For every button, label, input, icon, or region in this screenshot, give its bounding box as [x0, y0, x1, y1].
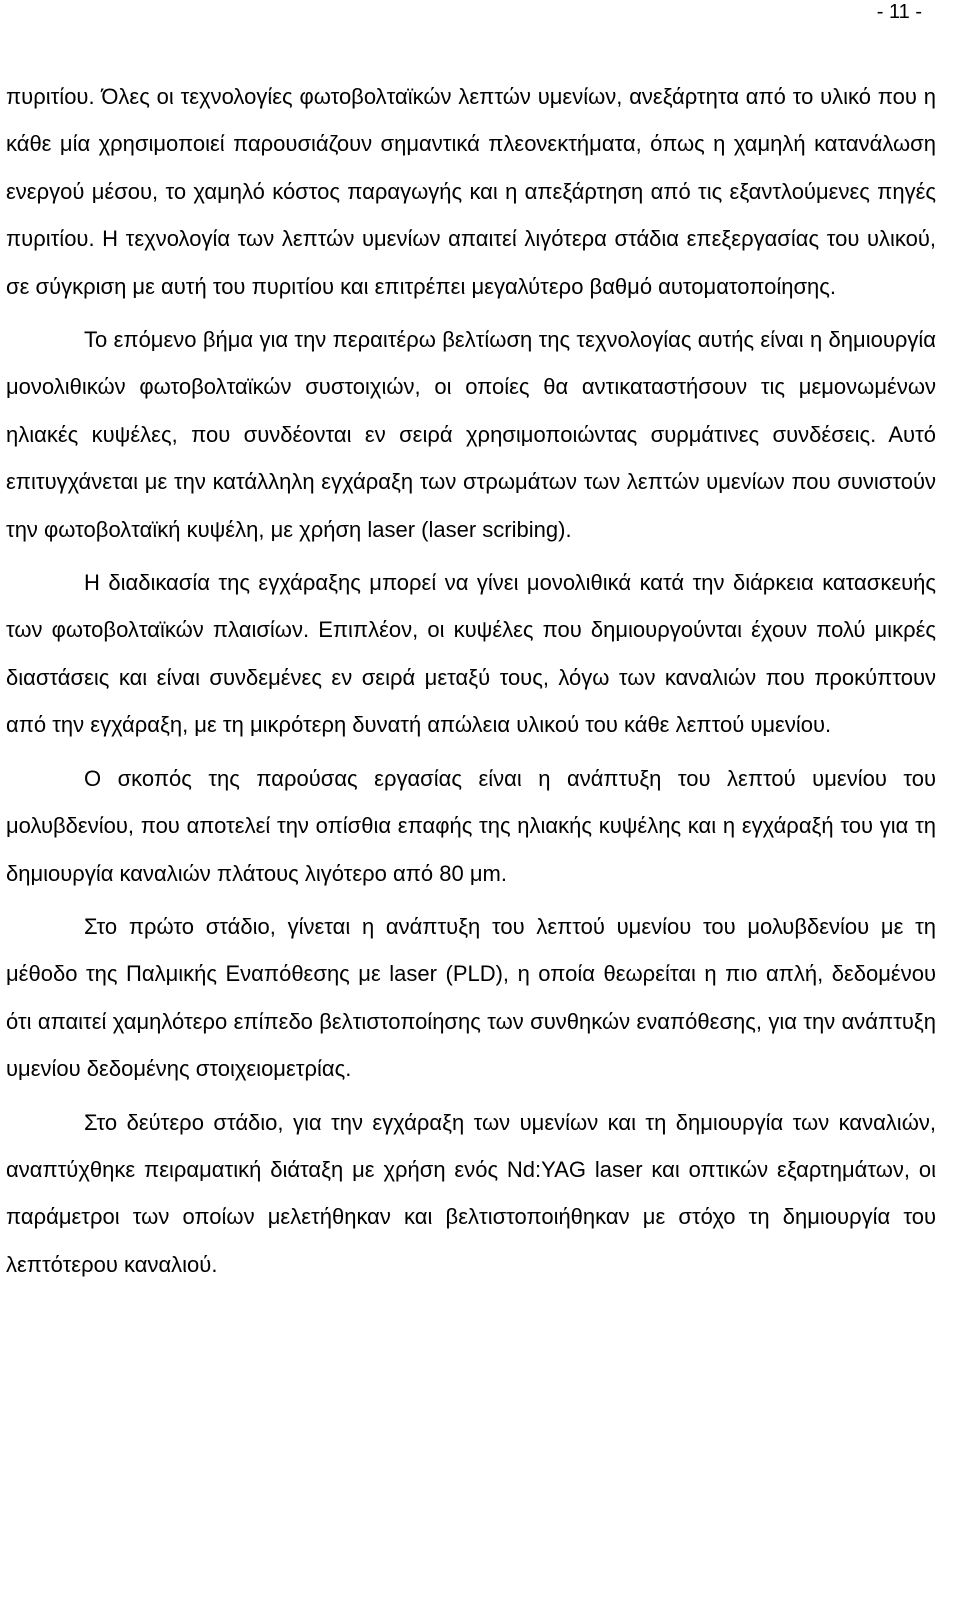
- paragraph-6: Στο δεύτερο στάδιο, για την εγχάραξη των υμενίων και τη δημιουργία των καναλιών, αναπτύχθηκε πειραματική διάταξη με χρήση ενός Nd:YAG laser και οπτικών εξαρτημάτων, οι παράμετροι των οποίων μελετήθηκαν και βελτιστοποιήθηκαν με στόχο τη δημιουργία του λεπτότερου καναλιού.: [6, 1109, 936, 1277]
- paragraph-2: Το επόμενο βήμα για την περαιτέρω βελτίωση της τεχνολογίας αυτής είναι η δημιουργία μονολιθικών φωτοβολταϊκών συστοιχιών, οι οποίες θα αντικαταστήσουν τις μεμονωμένων ηλιακές κυψέλες, που συνδέονται εν σειρά χρησιμοποιώντας συρμάτινες συνδέσεις. Αυτό επιτυγχάνεται με την κατάλληλη εγχάραξη των στρωμάτων των λεπτών υμενίων που συνιστούν την φωτοβολταϊκή κυψέλη, με χρήση laser (laser scribing).: [6, 327, 936, 542]
- page-number: - 11 -: [876, 1, 922, 23]
- paragraph-4: Ο σκοπός της παρούσας εργασίας είναι η ανάπτυξη του λεπτού υμενίου του μολυβδενίου, που αποτελεί την οπίσθια επαφής της ηλιακής κυψέλης και η εγχάραξή του για τη δημιουργία καναλιών πλάτους λιγότερο από 80 μm.: [6, 765, 936, 886]
- paragraph-1: πυριτίου. Όλες οι τεχνολογίες φωτοβολταϊκών λεπτών υμενίων, ανεξάρτητα από το υλικό που η κάθε μία χρησιμοποιεί παρουσιάζουν σημαντικά πλεονεκτήματα, όπως η χαμηλή κατανάλωση ενεργού μέσου, το χαμηλό κόστος παραγωγής και η απεξάρτηση από τις εξαντλούμενες πηγές πυριτίου. Η τεχνολογία των λεπτών υμενίων απαιτεί λιγότερα στάδια επεξεργασίας του υλικού, σε σύγκριση με αυτή του πυριτίου και επιτρέπει μεγαλύτερο βαθμό αυτοματοποίησης.: [6, 84, 936, 299]
- paragraph-5: Στο πρώτο στάδιο, γίνεται η ανάπτυξη του λεπτού υμενίου του μολυβδενίου με τη μέθοδο της Παλμικής Εναπόθεσης με laser (PLD), η οποία θεωρείται η πιο απλή, δεδομένου ότι απαιτεί χαμηλότερο επίπεδο βελτιστοποίησης των συνθηκών εναπόθεσης, για την ανάπτυξη υμενίου δεδομένης στοιχειομετρίας.: [6, 913, 936, 1082]
- paragraph-3: Η διαδικασία της εγχάραξης μπορεί να γίνει μονολιθικά κατά την διάρκεια κατασκευής των φωτοβολταϊκών πλαισίων. Επιπλέον, οι κυψέλες που δημιουργούνται έχουν πολύ μικρές διαστάσεις και είναι συνδεμένες εν σειρά μεταξύ τους, λόγω των καναλιών που προκύπτουν από την εγχάραξη, με τη μικρότερη δυνατή απώλεια υλικού του κάθε λεπτού υμενίου.: [6, 570, 936, 738]
- document-body: [6, 73, 936, 1294]
